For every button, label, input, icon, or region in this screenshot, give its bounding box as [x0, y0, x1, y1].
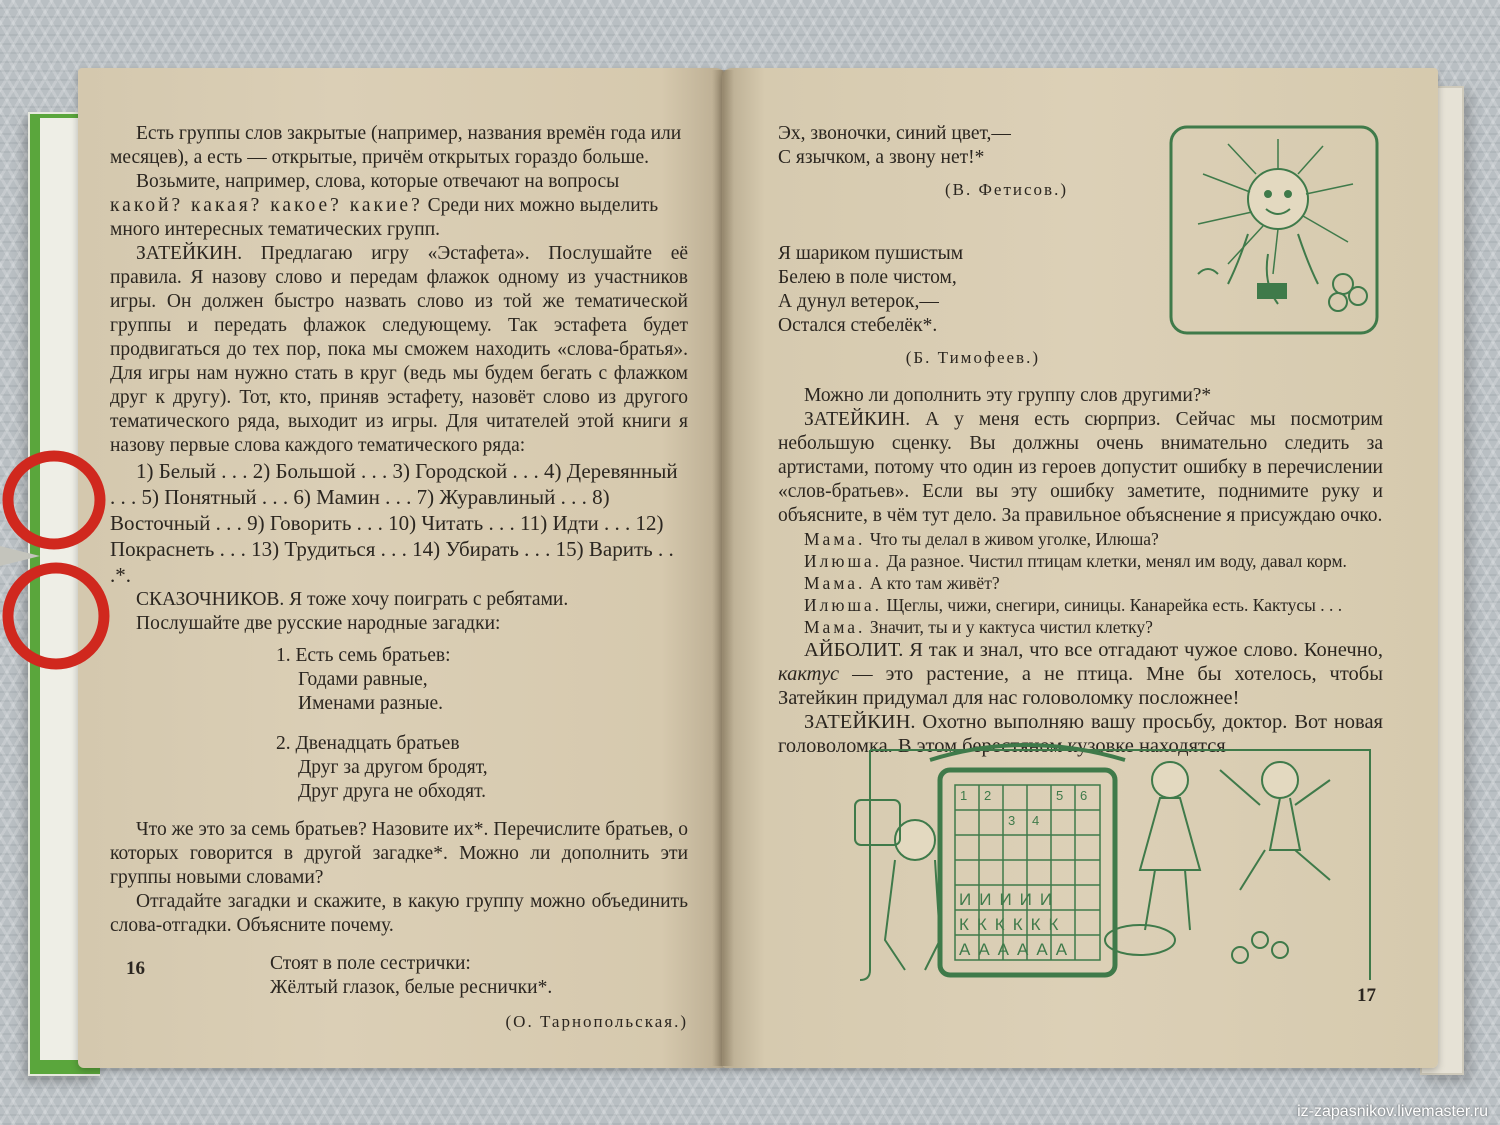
- paragraph: Возьмите, например, слова, которые отвечают на вопросы какой? какая? какое? какие? Среди них можно выделить много интересных тематических групп.: [110, 171, 659, 240]
- poem-2: Я шариком пушистым Белею в поле чистом, А дунул ветерок,— Остался стебелёк*.: [778, 243, 964, 336]
- book-gutter: [712, 70, 734, 1066]
- grid-number: 4: [1032, 813, 1040, 828]
- grid-number: 5: [1056, 788, 1064, 803]
- page-number-left: 16: [126, 958, 145, 979]
- riddle-2: 2. Двенадцать братьев Друг за другом бродят, Друг друга не обходят.: [276, 733, 488, 802]
- grid-number: 6: [1080, 788, 1088, 803]
- crossword-illustration: [840, 740, 1380, 990]
- paragraph: Что же это за семь братьев? Назовите их*. Перечислите братьев, о которых говорится в другой загадке*. Можно ли дополнить эти группы новыми словами?: [110, 819, 688, 888]
- grid-number: 3: [1008, 813, 1016, 828]
- paragraph: Есть группы слов закрытые (например, названия времён года или месяцев), а есть — открытые, причём открытых гораздо больше.: [110, 123, 682, 168]
- scissors-image: [0, 446, 118, 676]
- paragraph: ЗАТЕЙКИН. Предлагаю игру «Эстафета». Послушайте её правила. Я назову слово и передам флажок одному из участников игры. Он должен быстро назвать слово из той же тематической группы и передать флажок следующему. Так эстафета будет продвигаться до тех пор, пока мы сможем находить «слова-братья». Для игры нам нужно стать в круг (ведь мы будем бегать с флажком друг к другу). Тот, кто, приняв эстафету, назовёт слово из другого тематического ряда, выходит из игры. Для читателей этой книги я назову первые слова каждого тематического ряда:: [110, 243, 688, 456]
- word-list: 1) Белый . . . 2) Большой . . . 3) Городской . . . 4) Деревянный . . . 5) Понятный . . . 6) Мамин . . . 7) Журавлиный . . . 8) Восточный . . . 9) Говорить . . . 10) Читать . . . 11) Идти . . . 12) Покраснеть . . . 13) Трудиться . . . 14) Убирать . . . 15) Варить . . .*.: [110, 459, 678, 587]
- poem-author: (О. Тарнопольская.): [505, 1012, 688, 1031]
- grid-row-letters: КККККК: [959, 915, 1067, 934]
- poem-1-author: (В. Фетисов.): [945, 180, 1068, 199]
- grid-row-letters: ИИИИИ: [959, 890, 1061, 909]
- watermark: iz-zapasnikov.livemaster.ru: [1297, 1103, 1488, 1120]
- paragraph: ЗАТЕЙКИН. Охотно выполняю вашу просьбу, доктор. Вот новая головоломка. В этом берестяном кузовке находятся: [778, 711, 1383, 757]
- sun-illustration: [1168, 124, 1380, 336]
- dialogue: Мама. Что ты делал в живом уголке, Илюша? Илюша. Да разное. Чистил птицам клетки, менял им воду, давал корм. Мама. А кто там живёт? Илюша. Щеглы, чижи, снегири, синицы. Канарейка есть. Кактусы . . . Мама. Значит, ты и у кактуса чистил клетку?: [804, 529, 1347, 637]
- riddle-1: 1. Есть семь братьев: Годами равные, Именами разные.: [276, 645, 451, 714]
- paragraph: СКАЗОЧНИКОВ. Я тоже хочу поиграть с ребятами.: [136, 589, 569, 610]
- poem: Стоят в поле сестрички: Жёлтый глазок, белые реснички*.: [270, 953, 553, 998]
- paragraph: ЗАТЕЙКИН. А у меня есть сюрприз. Сейчас мы посмотрим небольшую сценку. Вы должны очень внимательно следить за артистами, потому что один из героев допустит ошибку в перечислении «слов-братьев». Если вы эту ошибку заметите, поднимите руку и объясните, в чём тут дело. За правильное объяснение я присуждаю очко.: [778, 409, 1383, 526]
- grid-number: 1: [960, 788, 968, 803]
- paragraph: АЙБОЛИТ. Я так и знал, что все отгадают чужое слово. Конечно, кактус — это растение, а не птица. Мне бы хотелось, чтобы Затейкин придумал для нас головоломку посложнее!: [778, 639, 1383, 709]
- paragraph: Можно ли дополнить эту группу слов другими?*: [804, 385, 1212, 406]
- left-page-text: [110, 122, 688, 1034]
- poem-2-author: (Б. Тимофеев.): [905, 348, 1040, 367]
- page-number-right: 17: [1357, 985, 1376, 1006]
- poem-1: Эх, звоночки, синий цвет,— С язычком, а звону нет!*: [778, 123, 1011, 168]
- grid-row-letters: АААААА: [959, 940, 1076, 959]
- grid-number: 2: [984, 788, 992, 803]
- paragraph: Отгадайте загадки и скажите, в какую группу можно объединить слова-отгадки. Объясните почему.: [110, 891, 688, 936]
- paragraph: Послушайте две русские народные загадки:: [136, 613, 501, 634]
